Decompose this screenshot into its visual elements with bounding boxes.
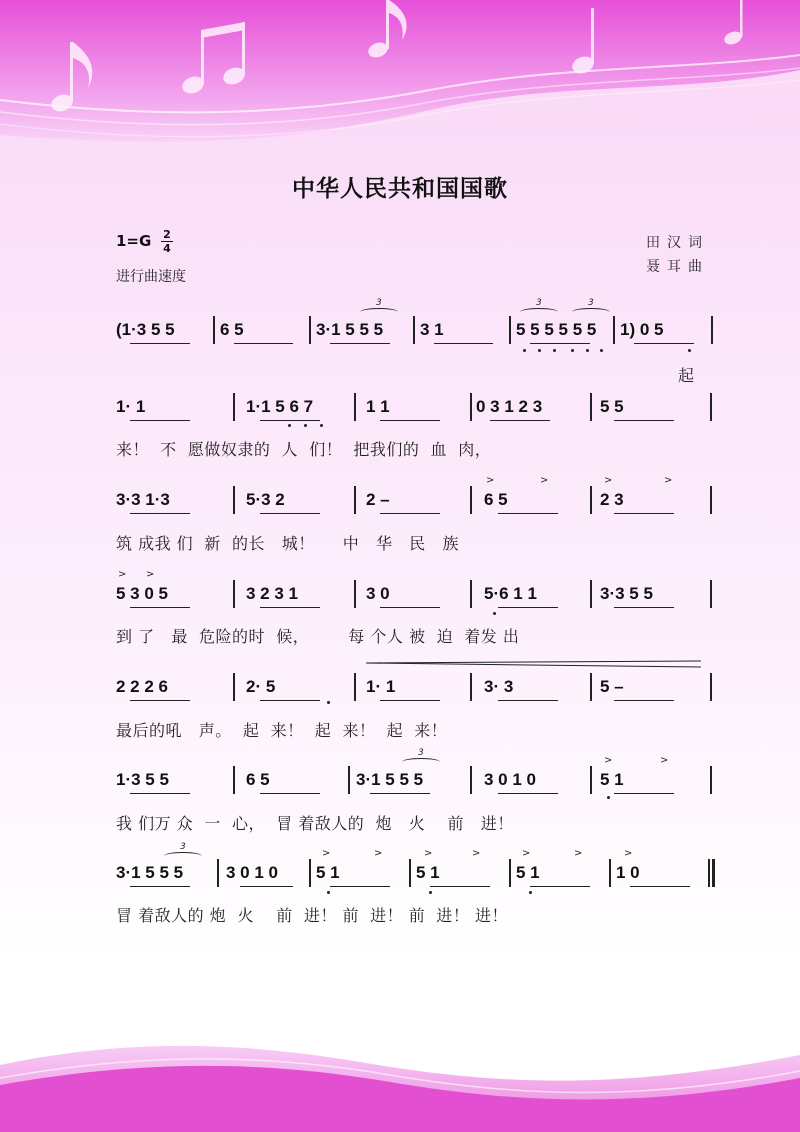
bar-line	[590, 580, 592, 608]
bar-line	[217, 859, 219, 887]
accent-mark: >	[624, 848, 633, 859]
measure: 2 3	[600, 490, 624, 509]
bar-line	[509, 859, 511, 887]
triplet-mark: 3	[418, 748, 424, 758]
octave-dot	[529, 891, 532, 894]
measure: 2 –	[366, 490, 390, 509]
bar-line	[354, 393, 356, 421]
measure: 3·1 5 5 5	[116, 863, 184, 882]
beam-line	[130, 420, 190, 421]
accent-mark: >	[664, 475, 673, 486]
bar-line	[710, 393, 712, 421]
beam-line	[234, 343, 293, 344]
beam-line	[614, 513, 674, 514]
bar-line	[470, 766, 472, 794]
triplet-arc	[520, 308, 558, 316]
bar-line	[711, 316, 713, 344]
bar-line	[590, 393, 592, 421]
bar-line	[413, 316, 415, 344]
bar-line	[710, 580, 712, 608]
beam-line	[434, 343, 493, 344]
octave-dot	[429, 891, 432, 894]
measure: 3·3 1·3	[116, 490, 170, 509]
measure: 5 1	[316, 863, 340, 882]
beam-line	[380, 607, 440, 608]
bar-line	[309, 316, 311, 344]
bar-line	[609, 859, 611, 887]
beam-line	[614, 793, 674, 794]
final-bar-line	[712, 859, 715, 887]
beam-line	[614, 607, 674, 608]
triplet-mark: 3	[536, 298, 542, 308]
measure: 1 0	[616, 863, 640, 882]
measure: 5 1	[516, 863, 540, 882]
beam-line	[630, 886, 690, 887]
pickup-lyric: 起	[678, 366, 695, 385]
lyric-line: 我 们万 众 一 心， 冒 着敌人的 炮 火 前 进！	[116, 814, 514, 833]
bar-line	[710, 673, 712, 701]
triplet-mark: 3	[588, 298, 594, 308]
bar-line	[710, 766, 712, 794]
measure: 1·1 5 6 7	[246, 397, 314, 416]
octave-dot	[600, 349, 603, 352]
triplet-arc	[360, 308, 398, 316]
time-signature	[161, 229, 173, 254]
bar-line	[613, 316, 615, 344]
octave-dot	[688, 349, 691, 352]
beam-line	[498, 607, 558, 608]
octave-dot	[493, 612, 496, 615]
octave-dot	[288, 424, 291, 427]
octave-dot	[553, 349, 556, 352]
measure: 1·3 5 5	[116, 770, 169, 789]
bar-line	[470, 393, 472, 421]
beam-line	[530, 343, 590, 344]
bar-line	[470, 673, 472, 701]
octave-dot	[586, 349, 589, 352]
measure: 3·1 5 5 5	[316, 320, 384, 339]
beam-line	[260, 513, 320, 514]
triplet-arc	[164, 852, 202, 860]
octave-dot	[320, 424, 323, 427]
measure: 1· 1	[116, 397, 146, 416]
measure: 3 1	[420, 320, 444, 339]
triplet-mark: 3	[180, 842, 186, 852]
accent-mark: >	[118, 569, 127, 580]
lyricist-credit: 田汉词	[646, 235, 709, 251]
beam-line	[130, 607, 190, 608]
beam-line	[130, 513, 190, 514]
measure: 3·3 5 5	[600, 584, 653, 603]
triplet-arc	[572, 308, 610, 316]
measure: 3 0 1 0	[484, 770, 536, 789]
bar-line	[309, 859, 311, 887]
beam-line	[260, 700, 320, 701]
bar-line	[354, 486, 356, 514]
measure: 0 3 1 2 3	[476, 397, 543, 416]
bar-line	[213, 316, 215, 344]
tempo-marking: 进行曲速度	[116, 269, 186, 285]
measure: 3·1 5 5 5	[356, 770, 424, 789]
bar-line	[354, 673, 356, 701]
beam-line	[130, 343, 190, 344]
bar-line	[708, 859, 710, 887]
bar-line	[590, 673, 592, 701]
beam-line	[634, 343, 694, 344]
crescendo-mark	[366, 660, 701, 674]
measure: 6 5	[246, 770, 270, 789]
octave-dot	[327, 701, 330, 704]
bar-line	[509, 316, 511, 344]
triplet-arc	[402, 758, 440, 766]
composer-credit: 聂耳曲	[646, 259, 709, 275]
beam-line	[260, 420, 320, 421]
measure: 6 5	[220, 320, 244, 339]
accent-mark: >	[522, 848, 531, 859]
beam-line	[430, 886, 490, 887]
beam-line	[380, 420, 440, 421]
octave-dot	[571, 349, 574, 352]
octave-dot	[607, 796, 610, 799]
measure: 6 5	[484, 490, 508, 509]
measure: 5·6 1 1	[484, 584, 537, 603]
lyric-line: 来！ 不 愿做奴隶的 人 们！ 把我们的 血 肉，	[116, 440, 492, 459]
beam-line	[530, 886, 590, 887]
bar-line	[233, 673, 235, 701]
bar-line	[233, 486, 235, 514]
accent-mark: >	[660, 755, 669, 766]
measure: 5·3 2	[246, 490, 285, 509]
octave-dot	[538, 349, 541, 352]
octave-dot	[304, 424, 307, 427]
time-signature-top: 2	[163, 228, 171, 241]
measure: 5 1	[600, 770, 624, 789]
triplet-mark: 3	[376, 298, 382, 308]
beam-line	[490, 420, 550, 421]
beam-line	[130, 886, 190, 887]
measure: 5 3 0 5	[116, 584, 168, 603]
accent-mark: >	[472, 848, 481, 859]
beam-line	[260, 607, 320, 608]
accent-mark: >	[424, 848, 433, 859]
beam-line	[498, 700, 558, 701]
beam-line	[130, 700, 190, 701]
accent-mark: >	[574, 848, 583, 859]
accent-mark: >	[604, 755, 613, 766]
measure: 3 2 3 1	[246, 584, 298, 603]
bar-line	[409, 859, 411, 887]
bar-line	[470, 486, 472, 514]
time-signature-bottom: 4	[163, 242, 171, 255]
measure: 3 0 1 0	[226, 863, 278, 882]
accent-mark: >	[540, 475, 549, 486]
octave-dot	[523, 349, 526, 352]
bar-line	[348, 766, 350, 794]
beam-line	[380, 513, 440, 514]
accent-mark: >	[374, 848, 383, 859]
beam-line	[380, 700, 440, 701]
beam-line	[498, 793, 558, 794]
lyric-line: 到 了 最 危险的时 候， 每 个人 被 迫 着发 出	[116, 627, 520, 646]
beam-line	[498, 513, 558, 514]
lyric-line: 筑 成我 们 新 的长 城！ 中 华 民 族	[116, 534, 459, 553]
beam-line	[130, 793, 190, 794]
beam-line	[614, 420, 674, 421]
measure: 2 2 2 6	[116, 677, 168, 696]
bar-line	[470, 580, 472, 608]
bar-line	[354, 580, 356, 608]
bar-line	[590, 766, 592, 794]
accent-mark: >	[604, 475, 613, 486]
measure: 5 5 5 5 5 5	[516, 320, 597, 339]
beam-line	[370, 793, 430, 794]
accent-mark: >	[146, 569, 155, 580]
bar-line	[233, 766, 235, 794]
accent-mark: >	[486, 475, 495, 486]
beam-line	[260, 793, 320, 794]
measure: 5 1	[416, 863, 440, 882]
lyric-line: 冒 着敌人的 炮 火 前 进！ 前 进！ 前 进！ 进！	[116, 906, 508, 925]
measure: 5 5	[600, 397, 624, 416]
measure: (1·3 5 5	[116, 320, 175, 339]
measure: 3· 3	[484, 677, 514, 696]
measure: 5 –	[600, 677, 624, 696]
bar-line	[710, 486, 712, 514]
measure: 1) 0 5	[620, 320, 664, 339]
beam-line	[330, 343, 390, 344]
beam-line	[240, 886, 293, 887]
page-title: 中华人民共和国国歌	[292, 176, 508, 202]
lyric-line: 最后的吼 声。 起 来！ 起 来！ 起 来！	[116, 721, 448, 740]
measure: 1 1	[366, 397, 390, 416]
key-signature: 1=G	[116, 232, 152, 250]
bar-line	[233, 580, 235, 608]
bar-line	[590, 486, 592, 514]
measure: 1· 1	[366, 677, 396, 696]
octave-dot	[327, 891, 330, 894]
beam-line	[614, 700, 674, 701]
measure: 3 0	[366, 584, 390, 603]
measure: 2· 5	[246, 677, 276, 696]
accent-mark: >	[322, 848, 331, 859]
bar-line	[233, 393, 235, 421]
beam-line	[330, 886, 390, 887]
